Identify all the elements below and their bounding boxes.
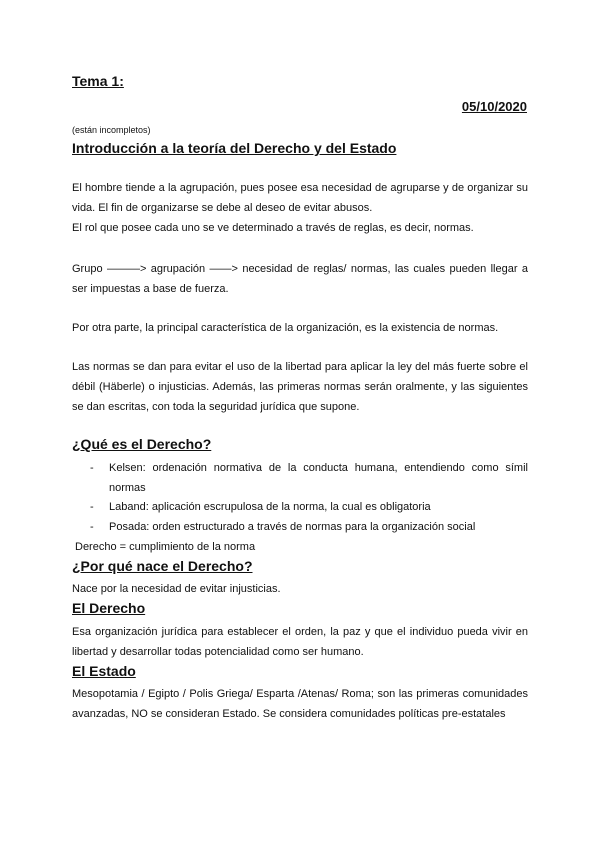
heading-que-es-derecho: ¿Qué es el Derecho? <box>72 436 212 452</box>
paragraph-agrupacion: El hombre tiende a la agrupación, pues posee esa necesidad de agruparse y de organizar su vida. El fin de organizarse se debe al deseo de evitar abusos. <box>72 182 528 214</box>
list-item-text: Posada: orden estructurado a través de normas para la organización social <box>109 521 476 533</box>
paragraph-el-derecho: Esa organización jurídica para establecer el orden, la paz y que el individuo pueda vivir en libertad y desarrollar todas potencialidad como ser humano. <box>72 626 528 658</box>
paragraph-rol: El rol que posee cada uno se ve determinado a través de reglas, es decir, normas. <box>72 222 474 234</box>
topic-heading: Tema 1: <box>72 73 124 89</box>
list-dash: - <box>90 462 94 474</box>
paragraph-normas: Las normas se dan para evitar el uso de la libertad para aplicar la ley del más fuerte sobre el débil (Häberle) o injusticias. Además, las primeras normas serán oralmente, y las siguientes se dan escritas, con toda la seguridad jurídica que supone. <box>72 361 528 413</box>
document-title: Introducción a la teoría del Derecho y del Estado <box>72 140 397 156</box>
list-dash: - <box>90 501 94 513</box>
paragraph-el-estado: Mesopotamia / Egipto / Polis Griega/ Esparta /Atenas/ Roma; son las primeras comunidades avanzadas, NO se consideran Estado. Se considera comunidades políticas pre-estatales <box>72 688 528 720</box>
list-dash: - <box>90 521 94 533</box>
paragraph-caracteristica: Por otra parte, la principal característica de la organización, es la existencia de normas. <box>72 322 499 334</box>
list-item-text: Kelsen: ordenación normativa de la conducta humana, entendiendo como símil normas <box>109 462 528 494</box>
derecho-equation: Derecho = cumplimiento de la norma <box>75 541 256 553</box>
incomplete-note: (están incompletos) <box>72 125 151 135</box>
heading-el-derecho: El Derecho <box>72 600 146 616</box>
list-item <box>90 458 528 498</box>
paragraph-grupo: Grupo ———> agrupación ——> necesidad de reglas/ normas, las cuales pueden llegar a ser impuestas a base de fuerza. <box>72 263 528 295</box>
date: 05/10/2020 <box>461 99 527 114</box>
heading-por-que-nace: ¿Por qué nace el Derecho? <box>72 558 253 574</box>
list-item <box>90 517 528 537</box>
list-item-text: Laband: aplicación escrupulosa de la norma, la cual es obligatoria <box>109 501 431 513</box>
paragraph-por-que: Nace por la necesidad de evitar injusticias. <box>72 583 281 595</box>
heading-el-estado: El Estado <box>72 663 136 679</box>
list-item <box>90 497 528 517</box>
